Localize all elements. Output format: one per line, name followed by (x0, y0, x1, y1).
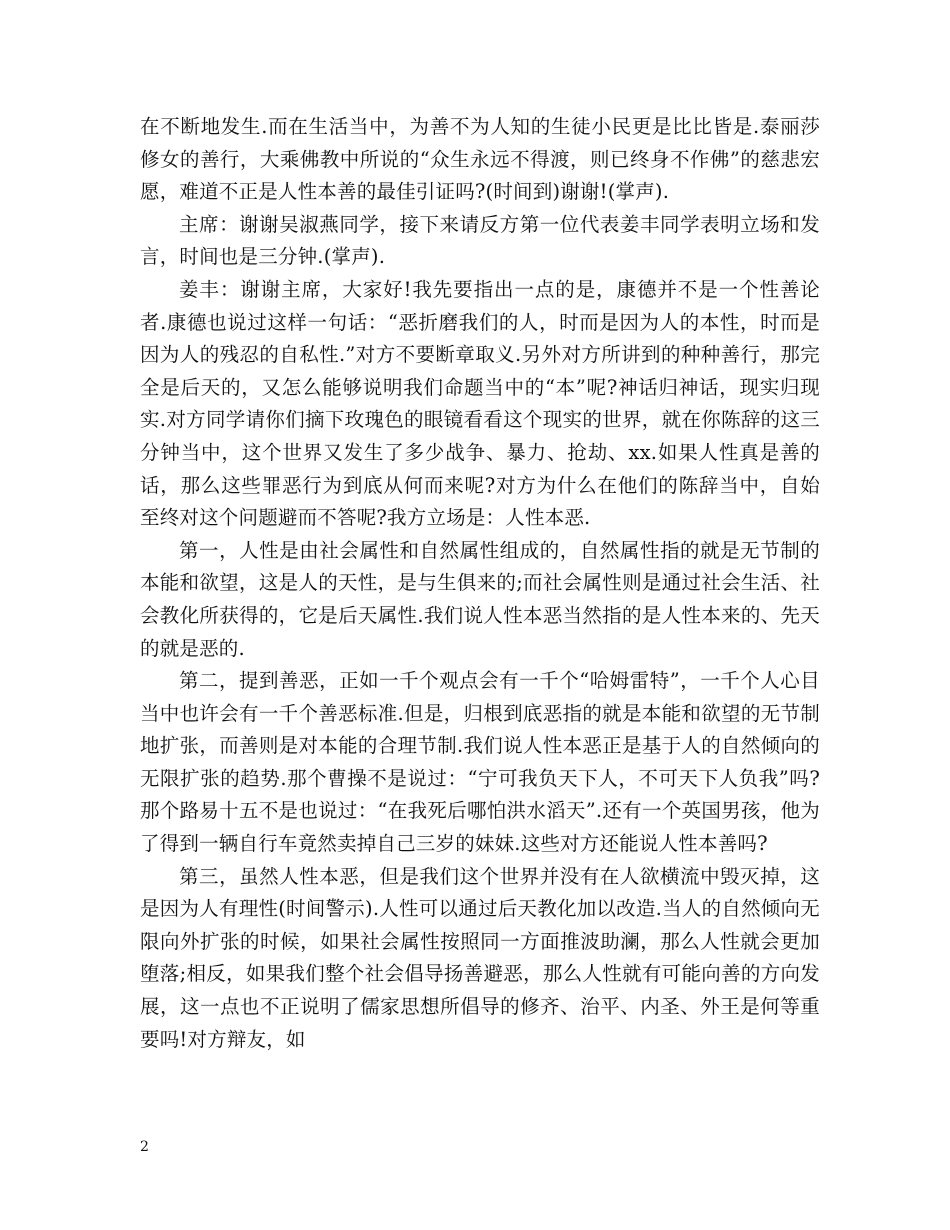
paragraph-6: 第三，虽然人性本恶，但是我们这个世界并没有在人欲横流中毁灭掉，这是因为人有理性(时间警示).人性可以通过后天教化加以改造.当人的自然倾向无限向外扩张的时候，如果社会属性按照同一方面推波助澜，那么人性就会更加堕落;相反，如果我们整个社会倡导扬善避恶，那么人性就有可能向善的方向发展，这一点也不正说明了儒家思想所倡导的修齐、治平、内圣、外王是何等重要吗!对方辩友，如 (140, 864, 820, 1051)
paragraph-3: 姜丰：谢谢主席，大家好!我先要指出一点的是，康德并不是一个性善论者.康德也说过这样一句话：“恶折磨我们的人，时而是因为人的本性，时而是因为人的残忍的自私性.”对方不要断章取义.另外对方所讲到的种种善行，那完全是后天的，又怎么能够说明我们命题当中的“本”呢?神话归神话，现实归现实.对方同学请你们摘下玫瑰色的眼镜看看这个现实的世界，就在你陈辞的这三分钟当中，这个世界又发生了多少战争、暴力、抢劫、xx.如果人性真是善的话，那么这些罪恶行为到底从何而来呢?对方为什么在他们的陈辞当中，自始至终对这个问题避而不答呢?我方立场是：人性本恶. (140, 277, 820, 530)
page-number: 2 (140, 1139, 149, 1155)
body-text (140, 111, 820, 1056)
paragraph-5: 第二，提到善恶，正如一千个观点会有一千个“哈姆雷特”，一千个人心目当中也许会有一千个善恶标准.但是，归根到底恶指的就是本能和欲望的无节制地扩张，而善则是对本能的合理节制.我们说人性本恶正是基于人的自然倾向的无限扩张的趋势.那个曹操不是说过：“宁可我负天下人，不可天下人负我”吗?那个路易十五不是也说过：“在我死后哪怕洪水滔天”.还有一个英国男孩，他为了得到一辆自行车竟然卖掉自己三岁的妹妹.这些对方还能说人性本善吗? (140, 669, 820, 856)
paragraph-2: 主席：谢谢吴淑燕同学，接下来请反方第一位代表姜丰同学表明立场和发言，时间也是三分钟.(掌声). (140, 212, 820, 269)
paragraph-1: 在不断地发生.而在生活当中，为善不为人知的生徒小民更是比比皆是.泰丽莎修女的善行，大乘佛教中所说的“众生永远不得渡，则已终身不作佛”的慈悲宏愿，难道不正是人性本善的最佳引证吗?(时间到)谢谢!(掌声). (140, 115, 820, 204)
paragraph-4: 第一，人性是由社会属性和自然属性组成的，自然属性指的就是无节制的本能和欲望，这是人的天性，是与生俱来的;而社会属性则是通过社会生活、社会教化所获得的，它是后天属性.我们说人性本恶当然指的是人性本来的、先天的就是恶的. (140, 538, 820, 660)
